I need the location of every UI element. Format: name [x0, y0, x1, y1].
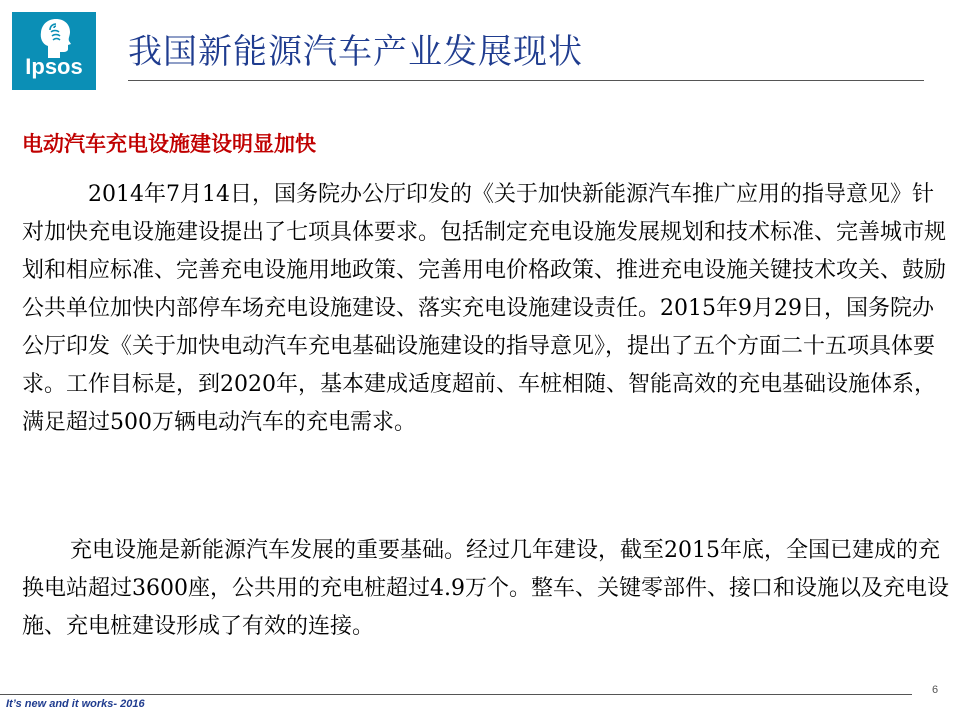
body-paragraph-1: 2014年7月14日，国务院办公厅印发的《关于加快新能源汽车推广应用的指导意见》针对加快充电设施建设提出了七项具体要求。包括制定充电设施发展规划和技术标准、完善城市规划和相应标准、完善充电设施用地政策、完善用电价格政策、推进充电设施关键技术攻关、鼓励公共单位加快内部停车场充电设施建设、落实充电设施建设责任。2015年9月29日，国务院办公厅印发《关于加快电动汽车充电基础设施建设的指导意见》，提出了五个方面二十五项具体要求。工作目标是，到2020年，基本建成适度超前、车桩相随、智能高效的充电基础设施体系，满足超过500万辆电动汽车的充电需求。: [22, 182, 947, 435]
footer-divider: [0, 694, 912, 695]
logo-text: Ipsos: [25, 54, 83, 79]
footer-tagline: It’s new and it works- 2016: [6, 698, 145, 710]
ipsos-logo: [12, 12, 96, 90]
body-paragraph-2: 充电设施是新能源汽车发展的重要基础。经过几年建设，截至2015年底，全国已建成的充换电站超过3600座，公共用的充电桩超过4.9万个。整车、关键零部件、接口和设施以及充电设施、充电桩建设形成了有效的连接。: [22, 538, 949, 639]
title-divider: [128, 80, 924, 81]
section-heading: 电动汽车充电设施建设明显加快: [22, 132, 316, 156]
page-title: 我国新能源汽车产业发展现状: [128, 32, 583, 72]
ipsos-head-logo-icon: [38, 18, 72, 58]
page-number: 6: [932, 684, 939, 696]
